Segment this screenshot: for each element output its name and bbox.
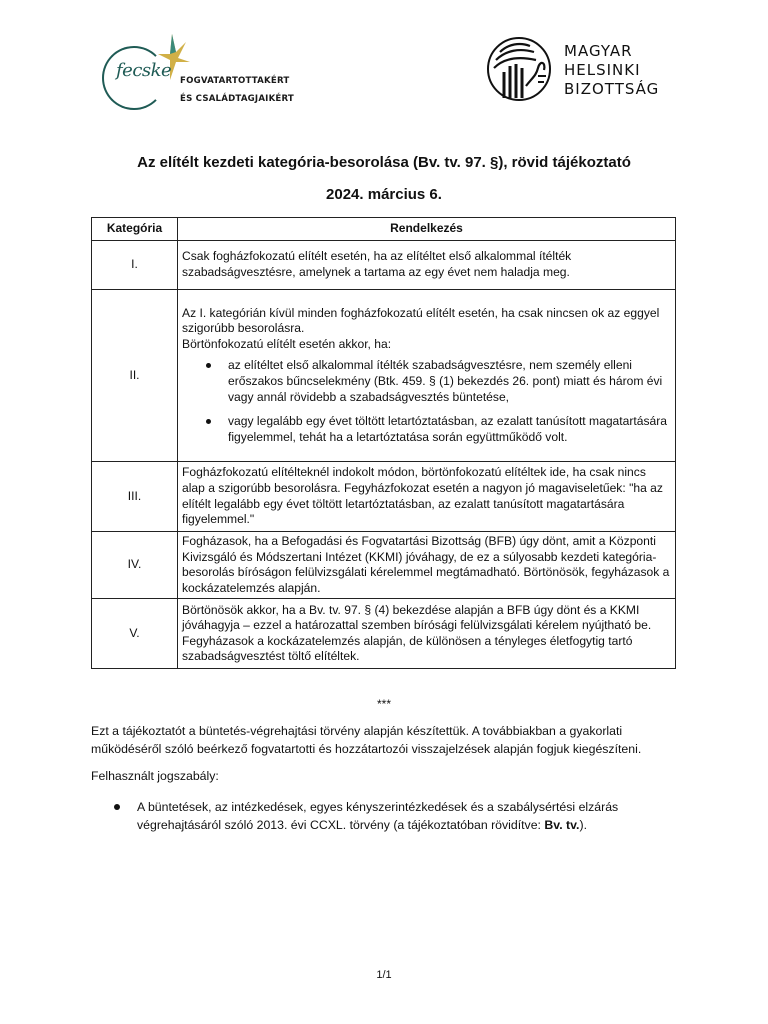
category-label: IV. [92,532,178,599]
fecske-logo [98,32,294,108]
table-row [92,462,676,532]
law-heading: Felhasznált jogszabály: [91,769,219,783]
table-row [92,532,676,599]
list-item [228,414,671,445]
logo-text-line3: BIZOTTSÁG [564,80,660,98]
category-table [91,217,676,669]
document-title: Az elítélt kezdeti kategória-besorolása (Bv. tv. 97. §), rövid tájékoztató [137,154,631,171]
table-row [92,290,676,462]
intro-paragraph: Ezt a tájékoztatót a büntetés-végrehajtási törvény alapján készítettük. A továbbiakban a gyakorlati működéséről szóló beérkező fogvatartotti és hozzátartozói visszajelzések alapján fogjuk kiegészíteni. [91,724,642,756]
category-label: I. [92,241,178,290]
column-header-category: Kategória [92,218,178,241]
helsinki-committee-logo [486,36,676,104]
provision-paragraph: Csak fogházfokozatú elítélt esetén, ha az elítéltet első alkalommal ítélték szabadságvesztésre, amelynek a tartama az egy évet nem haladja meg. [182,249,572,279]
provision-text [178,532,676,599]
category-label: III. [92,462,178,532]
fecske-wordmark: fecske [116,60,172,81]
document-date: 2024. március 6. [326,186,442,203]
provision-paragraph: Börtönösök akkor, ha a Bv. tv. 97. § (4) bekezdése alapján a BFB úgy dönt és a KKMI jóváhagyja – ezzel a határozattal szemben bírósági felülvizsgálati kérelem nyújtható be. Fegyházasok a kockázatelemzés alapján, de különösen a tényleges életfogytig tartó szabadságvesztést töltő elítéltek. [182,602,652,664]
hand-face-mark-icon [486,36,552,102]
list-item-text: vagy legalább egy évet töltött letartóztatásban, az ezalatt tanúsított magatartására figyelemmel, tehát ha a letartóztatása során együttműködő volt. [228,414,668,444]
provision-text [178,241,676,290]
law-abbreviation: Bv. tv. [544,818,580,832]
table-header-row [92,218,676,241]
provision-bullet-list [182,358,671,445]
page-header [0,0,768,120]
section-separator: *** [376,697,391,711]
category-label: V. [92,599,178,669]
bullet-icon [206,419,211,424]
law-item-close: ). [579,818,587,832]
provision-paragraph: Fogházfokozatú elítélteknél indokolt módon, börtönfokozatú elítéltek ide, ha csak nincs alap a szigorúbb besorolásra. Fegyházfokozat esetén a nagyon jó magaviseletűek: "ha az elítélt legalább egy évet töltött letartóztatásban, az ezalatt tanúsított magatartására figyelemmel." [182,465,663,527]
law-item-text: A büntetések, az intézkedések, egyes kényszerintézkedések és a szabálysértési elzárás végrehajtásáról szóló 2013. évi CCXL. törvény (a tájékoztatóban rövidítve: [137,800,619,832]
list-item [228,358,671,405]
list-item-text: az elítéltet első alkalommal ítélték szabadságvesztésre, nem személy elleni erőszakos bűncselekmény (Btk. 459. § (1) bekezdés 26. pont) miatt és három évi vagy annál rövidebb a szabadságvesztés büntetése, [228,358,663,404]
provision-text [178,599,676,669]
provision-paragraph: Az I. kategórián kívül minden fogházfokozatú elítélt esetén, ha csak nincsen ok az eggyel szigorúbb besorolásra. [182,305,660,336]
table-row [92,599,676,669]
law-list-item [137,798,677,834]
bullet-icon [114,804,120,810]
table-row [92,241,676,290]
logo-text-line1: MAGYAR [564,42,633,60]
bullet-icon [206,363,211,368]
column-header-provision: Rendelkezés [178,218,676,241]
page-number: 1/1 [376,969,392,981]
category-label: II. [92,290,178,462]
fecske-tagline-line2: ÉS CSALÁDTAGJAIKÉRT [180,94,294,104]
provision-text [178,462,676,532]
provision-paragraph: Börtönfokozatú elítélt esetén akkor, ha: [182,336,392,351]
provision-text [178,290,676,462]
logo-text-line2: HELSINKI [564,61,641,79]
provision-paragraph: Fogházasok, ha a Befogadási és Fogvatartási Bizottság (BFB) úgy dönt, amit a Központi Kivizsgáló és Módszertani Intézet (KKMI) jóváhagy, de ez a súlyosabb kezdeti kategória-besorolás bíróságon felülvizsgálati kérelemmel megtámadható. Börtönösök, fegyházasok a kockázatelemzés alapján. [182,534,670,595]
fecske-tagline-line1: FOGVATARTOTTAKÉRT [180,76,290,86]
